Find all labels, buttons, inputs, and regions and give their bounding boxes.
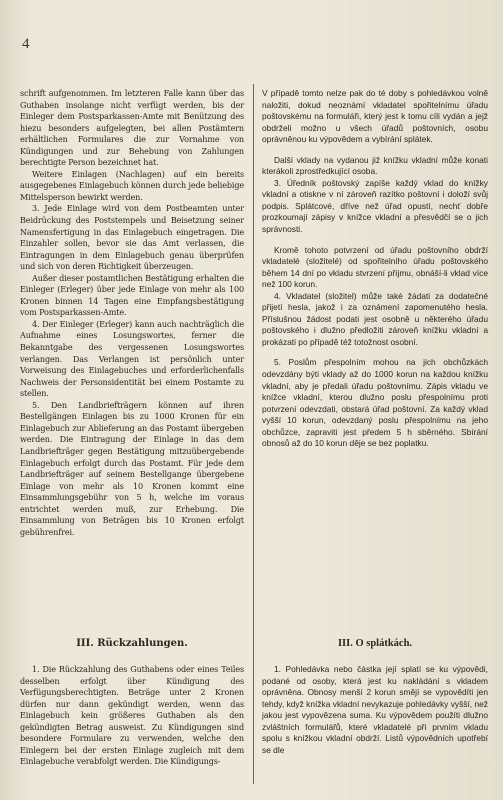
right-paragraph: Kromě tohoto potvrzení od úřadu poštovního obdrží vkladatelé (složitelé) od spořitelního úřadu poštovského během 14 dní po vkladu stvrzení příjmu, obnáší-li vklad více než 100 korun.	[262, 244, 488, 290]
right-paragraph: 4. Vkladatel (složitel) může také žádati za dodatečné přijetí hesla, jakož i za oznámení zapomenutého hesla. Příslušnou žádost podati jest osobně u některého úřadu poštovského i dlužno předložiti zároveň knížku vkladní a prokázati po případě též totožnost osobní.	[262, 290, 488, 347]
right-bottom-section	[262, 664, 488, 756]
right-paragraph: V případě tomto nelze pak do té doby s pohledávkou volně naložiti, dokud neoznámí vkladatel spořitelnímu úřadu poštovskému na formuláři, který jest k tomu cíli vydán a jejž obdrželi možno u všech úřadů poštovních, osobu oprávněnou ku výpovědem a vybírání splátek.	[262, 88, 488, 145]
left-paragraph: Weitere Einlagen (Nachlagen) auf ein bereits ausgegebenes Einlagebuch können durch jede beliebige Mittelsperson bewirkt werden.	[20, 168, 244, 202]
right-bottom-paragraph: 1. Pohledávka nebo částka její splatí se ku výpovědi, podané od osoby, která jest ku nakládání s vkladem oprávněna. Obnosy menší 2 korun smějí se vypovědíti jen tehdy, když knížka vkladní nevykazuje pohledávky vyšší, než jakou jest vypovězena suma. Ku výpovědem použíti dlužno zvláštních formulářů, které vkladatelé při prvním vkladu spolu s knížkou vkladní obdrží. Listů výpovědních upotřebí se dle	[262, 664, 488, 755]
right-paragraph: 5. Poslům přespolním mohou na jich obchůzkách odevzdány býti vklady až do 1000 korun na každou knížku vkladní, aby je předali úřadu poštovnímu. Zápis vkladu ve knížce vkladní, kterou dlužno poslu přespolnímu proti potvrzení odevzdati, obstará úřad poštovní. Za každý vklad vyšší 10 korun, odevzdaný poslu přespolnímu na jeho obchůzce, zapraviti jest předem 5 h sběrného. Sbírání obnosů až do 10 korun děje se bez poplatku.	[262, 357, 488, 449]
column-divider	[253, 84, 254, 784]
page-number: 4	[22, 36, 30, 52]
right-paragraph: 3. Úředník poštovský zapíše každý vklad do knížky vkladní a otiskne v ní zároveň razítko poštovní i doloží svůj podpis. Splátcové, dříve než úřad opustí, nechť dobře prozkoumají zápisy v knížce vkladní a přesvědčí se o jich správnosti.	[262, 177, 488, 235]
section-heading-left: III. Rückzahlungen.	[76, 638, 188, 649]
left-column	[20, 88, 244, 538]
left-paragraph: 3. Jede Einlage wird von dem Postbeamten unter Beidrückung des Poststempels und Beisetzung seiner Namensfertigung in das Einlagebuch eingetragen. Die Einzahler sollen, bevor sie das Amt verlassen, die Eintragungen in dem Einlagebuch genau überprüfen und sich von deren Richtigkeit überzeugen.	[20, 203, 244, 272]
right-column	[262, 88, 488, 450]
left-bottom-section	[20, 664, 244, 768]
right-paragraph: Další vklady na vydanou již knížku vkladní může konati kterákoli zprostředkující osoba.	[262, 154, 488, 177]
left-paragraph: schrift aufgenommen. Im letzteren Falle kann über das Guthaben insolange nicht verfügt werden, bis der Einleger dem Postsparkassen-Amte mit Benützung des hiezu besonders aufgelegten, bei allen Postämtern erhältlichen Formulares die zur Vornahme von Kündigungen und zur Behebung von Zahlungen berechtigte Person bezeichnet hat.	[20, 88, 244, 168]
left-paragraph: 5. Den Landbriefträgern können auf ihren Bestellgängen Einlagen bis zu 1000 Kronen für ein Einlagebuch zur Ablieferung an das Postamt übergeben werden. Die Eintragung der Einlage in das dem Landbriefträger gegen Bestätigung mitzuübergebende Einlagebuch erfolgt durch das Postamt. Für jede dem Landbriefträger auf seinem Bestellgange übergebene Einlage von mehr als 10 Kronen kommt eine Einsammlungsgebühr von 5 h, welche im voraus entrichtet werden muß, zur Erhebung. Die Einsammlung von Beträgen bis 10 Kronen erfolgt gebührenfrei.	[20, 399, 244, 537]
left-paragraph: Außer dieser postamtlichen Bestätigung erhalten die Einleger (Erleger) über jede Einlage von mehr als 100 Kronen binnen 14 Tagen eine Empfangsbestätigung vom Postsparkassen-Amte.	[20, 272, 244, 318]
left-bottom-paragraph: 1. Die Rückzahlung des Guthabens oder eines Teiles desselben erfolgt über Kündigung des Verfügungsberechtigten. Beträge unter 2 Kronen dürfen nur dann gekündigt werden, wenn das Einlagebuch kein größeres Guthaben als den gekündigten Betrag ausweist. Zu Kündigungen sind besondere Formulare zu verwenden, welche den Einlegern bei der ersten Einlage zugleich mit dem Einlagebuche verabfolgt werden. Die Kündigungs-	[20, 664, 244, 767]
section-heading-right: III. O splátkách.	[337, 638, 413, 649]
left-paragraph: 4. Der Einleger (Erleger) kann auch nachträglich die Aufnahme eines Losungswortes, ferner die Bekanntgabe des vergessenen Losungswortes verlangen. Das Verlangen ist persönlich unter Vorweisung des Einlagebuches und erforderlichenfalls Nachweis der Personsidentität bei einem Postamte zu stellen.	[20, 318, 244, 399]
